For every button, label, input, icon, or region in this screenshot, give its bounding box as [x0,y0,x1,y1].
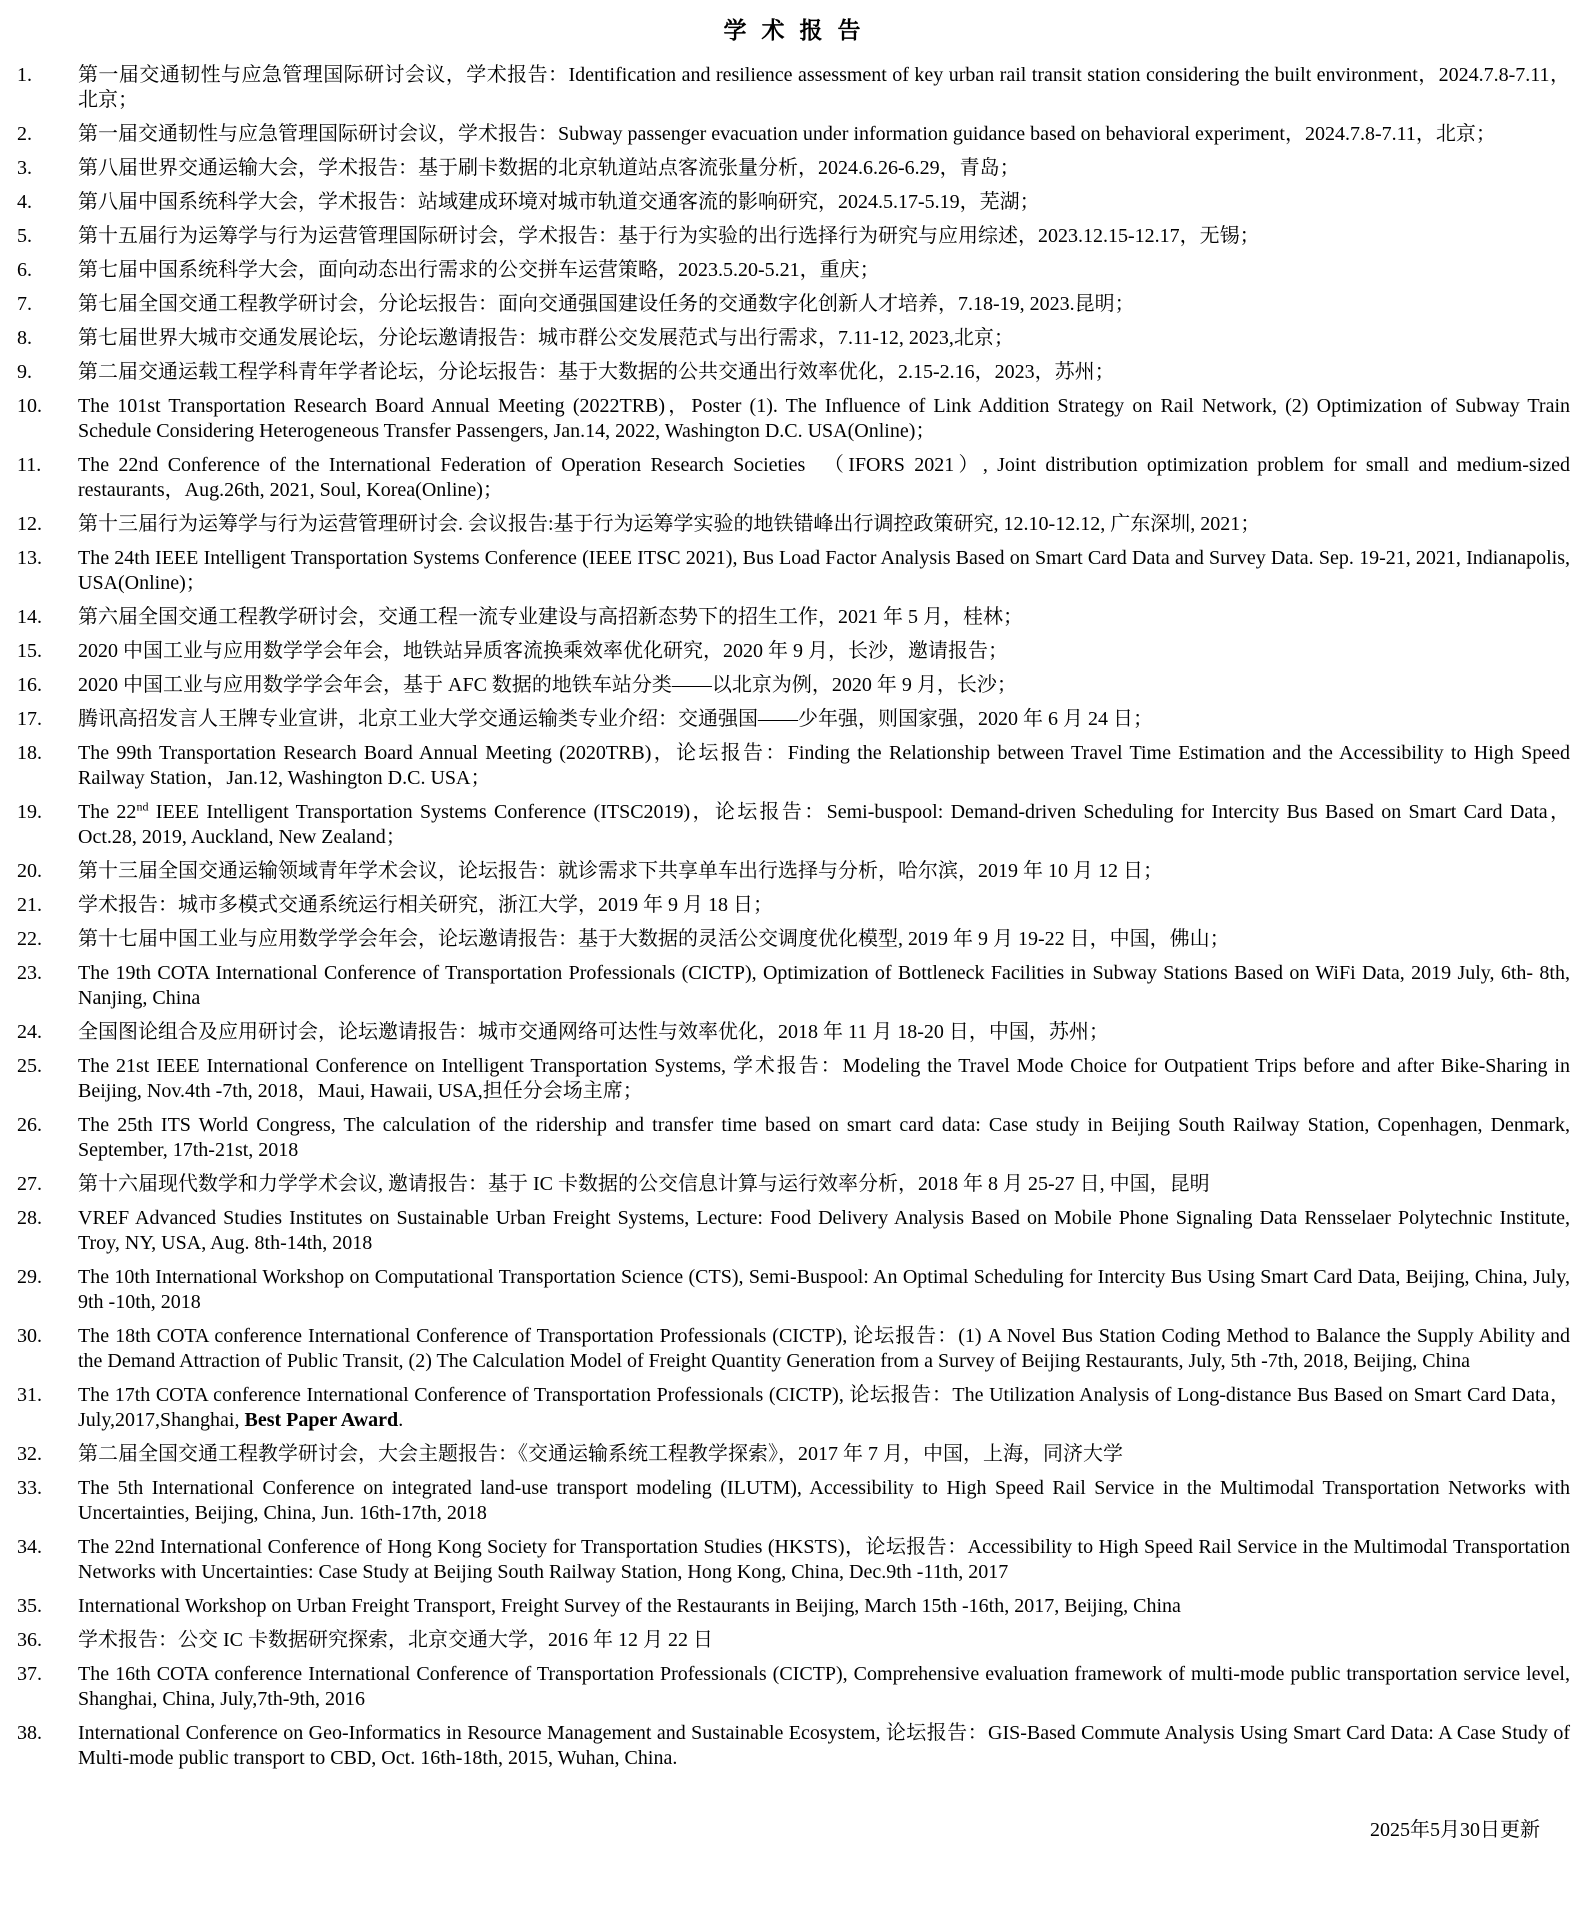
item-text [78,673,1570,698]
item-text-run: 学术报告：城市多模式交通系统运行相关研究，浙江大学，2019 年 9 月 18 日； [78,894,773,916]
item-text-run: 第二届交通运载工程学科青年学者论坛，分论坛报告：基于大数据的公共交通出行效率优化，2.15-2.16，2023，苏州； [78,361,1115,383]
list-item [14,1535,1570,1585]
item-text-run: International Conference on Geo-Informatics in Resource Management and Sustainable Ecosystem, 论坛报告：GIS-Based Commute Analysis Using Smart Card Data: A Case Study of Multi-mode public transport to CBD, Oct. 16th-18th, 2015, Wuhan, China. [78,1722,1570,1769]
item-text [78,512,1570,537]
item-number: 11. [17,454,42,476]
item-text-run: The 10th International Workshop on Computational Transportation Science (CTS), Semi-Buspool: An Optimal Scheduling for Intercity Bus Using Smart Card Data, Beijing, China, July, 9th -10th, 2018 [78,1266,1570,1313]
item-number: 19. [17,801,42,823]
item-text [78,1594,1570,1619]
item-text [78,1172,1570,1197]
list-item [14,673,1570,698]
item-text [78,258,1570,283]
list-item [14,707,1570,732]
item-number: 35. [17,1595,42,1617]
list-item [14,326,1570,351]
item-text [78,326,1570,351]
item-text-run: 第六届全国交通工程教学研讨会，交通工程一流专业建设与高招新态势下的招生工作，2021 年 5 月，桂林； [78,606,1023,628]
list-item [14,859,1570,884]
item-text [78,1054,1570,1104]
item-text-run: The 21st IEEE International Conference on Intelligent Transportation Systems, 学术报告：Modeling the Travel Mode Choice for Outpatient Trips before and after Bike-Sharing in Beijing, Nov.4th -7th, 2018，Maui, Hawaii, USA,担任分会场主席； [78,1055,1570,1102]
item-text [78,961,1570,1011]
list-item [14,292,1570,317]
report-list [14,63,1570,1771]
item-text-run: The 18th COTA conference International Conference of Transportation Professionals (CICTP), 论坛报告：(1) A Novel Bus Station Coding Method to Balance the Supply Ability and the Demand Attraction of Public Transit, (2) The Calculation Model of Freight Quantity Generation from a Survey of Beijing Restaurants, July, 5th -7th, 2018, Beijing, China [78,1325,1570,1372]
item-text-run: The 99th Transportation Research Board Annual Meeting (2020TRB)，论坛报告：Finding the Relationship between Travel Time Estimation and the Accessibility to High Speed Railway Station，Jan.12, Washington D.C. USA； [78,742,1570,789]
item-number: 32. [17,1443,42,1465]
item-text [78,859,1570,884]
item-number: 27. [17,1173,42,1195]
item-text [78,156,1570,181]
item-text-run: 第一届交通韧性与应急管理国际研讨会议，学术报告：Subway passenger evacuation under information guidance based on behavioral experiment，2024.7.8-7.11，北京； [78,123,1496,145]
list-item [14,156,1570,181]
item-text [78,360,1570,385]
item-number: 2. [17,123,32,145]
list-item [14,1662,1570,1712]
item-number: 7. [17,293,32,315]
item-text [78,1721,1570,1771]
item-number: 37. [17,1663,42,1685]
item-text-run: . [398,1409,404,1431]
item-text-run: The 101st Transportation Research Board Annual Meeting (2022TRB)，Poster (1). The Influence of Link Addition Strategy on Rail Network, (2) Optimization of Subway Train Schedule Considering Heterogeneous Transfer Passengers, Jan.14, 2022, Washington D.C. USA(Online)； [78,395,1570,442]
item-text-run: 第一届交通韧性与应急管理国际研讨会议，学术报告：Identification and resilience assessment of key urban rail transit station considering the built environment，2024.7.8-7.11，北京； [78,64,1570,111]
item-number: 22. [17,928,42,950]
item-text-run: 第七届中国系统科学大会，面向动态出行需求的公交拼车运营策略，2023.5.20-5.21，重庆； [78,259,880,281]
item-number: 5. [17,225,32,247]
item-text-run: 第十三届全国交通运输领域青年学术会议，论坛报告：就诊需求下共享单车出行选择与分析，哈尔滨，2019 年 10 月 12 日； [78,860,1163,882]
item-text-run: 第七届世界大城市交通发展论坛，分论坛邀请报告：城市群公交发展范式与出行需求，7.11-12, 2023,北京； [78,327,1014,349]
item-number: 23. [17,962,42,984]
item-number: 10. [17,395,42,417]
item-text-run: 腾讯高招发言人王牌专业宣讲，北京工业大学交通运输类专业介绍：交通强国——少年强，则国家强，2020 年 6 月 24 日； [78,708,1153,730]
list-item [14,1721,1570,1771]
list-item [14,741,1570,791]
list-item [14,1206,1570,1256]
list-item [14,190,1570,215]
item-text-run: The 19th COTA International Conference of Transportation Professionals (CICTP), Optimization of Bottleneck Facilities in Subway Stations Based on WiFi Data, 2019 July, 6th- 8th, Nanjing, China [78,962,1570,1009]
list-item [14,961,1570,1011]
item-text-run: The 22nd Conference of the International Federation of Operation Research Societies （IFORS 2021）, Joint distribution optimization problem for small and medium-sized restaurants，Aug.26th, 2021, Soul, Korea(Online)； [78,454,1570,501]
item-text [78,292,1570,317]
item-text-bold-run: Best Paper Award [244,1409,399,1431]
item-text [78,800,1570,850]
item-text [78,1442,1570,1467]
item-text-run: 第八届世界交通运输大会，学术报告：基于刷卡数据的北京轨道站点客流张量分析，2024.6.26-6.29，青岛； [78,157,1020,179]
item-number: 21. [17,894,42,916]
list-item [14,224,1570,249]
item-text-run: 第十五届行为运筹学与行为运营管理国际研讨会，学术报告：基于行为实验的出行选择行为研究与应用综述，2023.12.15-12.17，无锡； [78,225,1260,247]
list-item [14,394,1570,444]
item-number: 38. [17,1722,42,1744]
list-item [14,1324,1570,1374]
list-item [14,1113,1570,1163]
item-number: 6. [17,259,32,281]
list-item [14,1594,1570,1619]
item-number: 13. [17,547,42,569]
list-item [14,1020,1570,1045]
list-item [14,360,1570,385]
item-number: 12. [17,513,42,535]
item-text [78,1476,1570,1526]
list-item [14,1054,1570,1104]
list-item [14,453,1570,503]
item-number: 25. [17,1055,42,1077]
item-text [78,893,1570,918]
item-text-run: 2020 中国工业与应用数学学会年会，地铁站异质客流换乘效率优化研究，2020 年 9 月，长沙，邀请报告； [78,640,1008,662]
item-text [78,1628,1570,1653]
item-text [78,1535,1570,1585]
item-text-run: 学术报告：公交 IC 卡数据研究探索，北京交通大学，2016 年 12 月 22 日 [78,1629,713,1651]
item-number: 29. [17,1266,42,1288]
item-number: 9. [17,361,32,383]
item-number: 14. [17,606,42,628]
item-text-run: IEEE Intelligent Transportation Systems Conference (ITSC2019)，论坛报告：Semi-buspool: Demand-driven Scheduling for Intercity Bus Based on Smart Card Data，Oct.28, 2019, Auckland, New Zealand； [78,801,1570,848]
item-text [78,1020,1570,1045]
item-number: 28. [17,1207,42,1229]
item-text [78,546,1570,596]
item-number: 3. [17,157,32,179]
list-item [14,512,1570,537]
item-text [78,927,1570,952]
item-number: 30. [17,1325,42,1347]
list-item [14,122,1570,147]
item-text [78,741,1570,791]
item-text [78,224,1570,249]
item-number: 36. [17,1629,42,1651]
item-text-run: 全国图论组合及应用研讨会，论坛邀请报告：城市交通网络可达性与效率优化，2018 年 11 月 18-20 日，中国，苏州； [78,1021,1109,1043]
item-text-run: The 16th COTA conference International Conference of Transportation Professionals (CICTP), Comprehensive evaluation framework of multi-mode public transportation service level, Shanghai, China, July,7th-9th, 2016 [78,1663,1570,1710]
item-number: 4. [17,191,32,213]
item-text-run: The 22 [78,801,137,823]
item-text [78,1265,1570,1315]
item-number: 20. [17,860,42,882]
list-item [14,1265,1570,1315]
item-number: 17. [17,708,42,730]
item-text [78,1324,1570,1374]
list-item [14,1383,1570,1433]
item-number: 15. [17,640,42,662]
item-number: 33. [17,1477,42,1499]
item-text-run: 第十七届中国工业与应用数学学会年会，论坛邀请报告：基于大数据的灵活公交调度优化模型, 2019 年 9 月 19-22 日，中国，佛山； [78,928,1230,950]
item-text [78,190,1570,215]
item-text [78,1662,1570,1712]
list-item [14,800,1570,850]
list-item [14,1172,1570,1197]
update-date: 2025年5月30日更新 [1370,1819,1540,1841]
list-item [14,639,1570,664]
item-text [78,394,1570,444]
item-number: 34. [17,1536,42,1558]
item-text-run: The 22nd International Conference of Hong Kong Society for Transportation Studies (HKSTS)，论坛报告：Accessibility to High Speed Rail Service in the Multimodal Transportation Networks with Uncertainties: Case Study at Beijing South Railway Station, Hong Kong, China, Dec.9th -11th, 2017 [78,1536,1570,1583]
item-text-run: 2020 中国工业与应用数学学会年会，基于 AFC 数据的地铁车站分类——以北京为例，2020 年 9 月，长沙； [78,674,1017,696]
list-item [14,63,1570,113]
item-text-run: 第十三届行为运筹学与行为运营管理研讨会. 会议报告:基于行为运筹学实验的地铁错峰出行调控政策研究, 12.10-12.12, 广东深圳, 2021； [78,513,1261,535]
list-item [14,1476,1570,1526]
item-text-run: The 25th ITS World Congress, The calculation of the ridership and transfer time based on smart card data: Case study in Beijing South Railway Station, Copenhagen, Denmark, September, 17th-21st, 2018 [78,1114,1570,1161]
item-text-run: The 5th International Conference on integrated land-use transport modeling (ILUTM), Accessibility to High Speed Rail Service in the Multimodal Transportation Networks with Uncertainties, Beijing, China, Jun. 16th-17th, 2018 [78,1477,1570,1524]
item-number: 26. [17,1114,42,1136]
list-item [14,1628,1570,1653]
item-text-run: 第十六届现代数学和力学学术会议, 邀请报告：基于 IC 卡数据的公交信息计算与运行效率分析，2018 年 8 月 25-27 日, 中国，昆明 [78,1173,1210,1195]
item-text-run: 第七届全国交通工程教学研讨会，分论坛报告：面向交通强国建设任务的交通数字化创新人才培养，7.18-19, 2023.昆明； [78,293,1135,315]
item-number: 18. [17,742,42,764]
item-text [78,453,1570,503]
item-number: 1. [17,64,32,86]
item-text-superscript-run: nd [136,799,149,814]
item-text-run: International Workshop on Urban Freight Transport, Freight Survey of the Restaurants in Beijing, March 15th -16th, 2017, Beijing, China [78,1595,1181,1617]
item-text-run: The 24th IEEE Intelligent Transportation Systems Conference (IEEE ITSC 2021), Bus Load Factor Analysis Based on Smart Card Data and Survey Data. Sep. 19-21, 2021, Indianapolis, USA(Online)； [78,547,1570,594]
item-text [78,1206,1570,1256]
list-item [14,1442,1570,1467]
item-text [78,605,1570,630]
item-number: 24. [17,1021,42,1043]
item-text-run: 第二届全国交通工程教学研讨会，大会主题报告：《交通运输系统工程教学探索》，2017 年 7 月，中国，上海，同济大学 [78,1443,1123,1465]
item-text [78,1113,1570,1163]
item-text [78,639,1570,664]
item-text-run: VREF Advanced Studies Institutes on Sustainable Urban Freight Systems, Lecture: Food Delivery Analysis Based on Mobile Phone Signaling Data Rensselaer Polytechnic Institute, Troy, NY, USA, Aug. 8th-14th, 2018 [78,1207,1570,1254]
item-number: 8. [17,327,32,349]
list-item [14,927,1570,952]
item-text [78,63,1570,113]
item-number: 16. [17,674,42,696]
item-text-run: 第八届中国系统科学大会，学术报告：站域建成环境对城市轨道交通客流的影响研究，2024.5.17-5.19，芜湖； [78,191,1040,213]
item-text [78,1383,1570,1433]
list-item [14,546,1570,596]
list-item [14,605,1570,630]
list-item [14,258,1570,283]
list-item [14,893,1570,918]
item-number: 31. [17,1384,42,1406]
item-text [78,707,1570,732]
item-text [78,122,1570,147]
item-text-run: The 17th COTA conference International Conference of Transportation Professionals (CICTP), 论坛报告：The Utilization Analysis of Long-distance Bus Based on Smart Card Data，July,2017,Shanghai, [78,1384,1570,1431]
page-title: 学术报告 [723,17,876,43]
